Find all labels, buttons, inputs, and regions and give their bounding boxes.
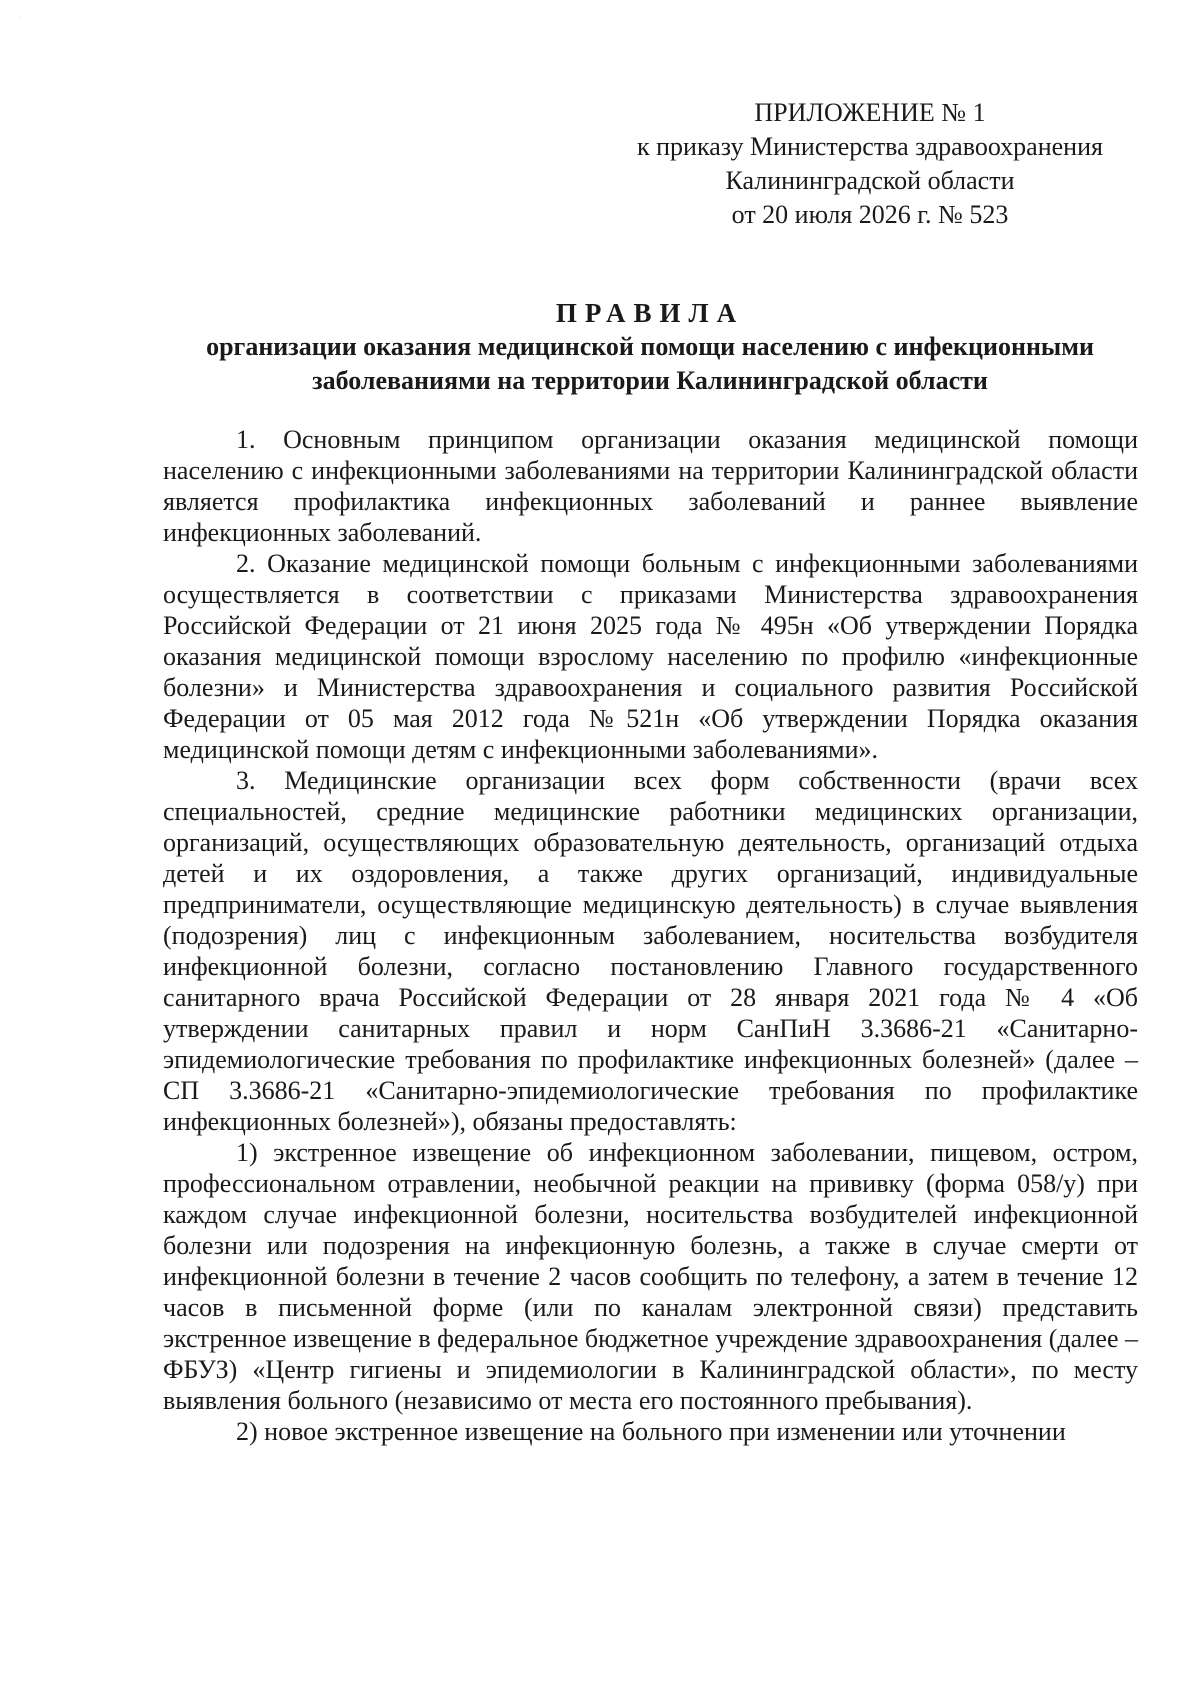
title-subtitle-line-2: заболеваниями на территории Калининградской области: [312, 366, 988, 395]
title-subtitle-line-1: организации оказания медицинской помощи населению с инфекционными: [206, 332, 1094, 361]
paragraph-3: 3. Медицинские организации всех форм собственности (врачи всех специальностей, средние медицинские работники медицинских организации, организаций, осуществляющих образовательную деятельность, организаций отдыха детей и их оздоровления, а также других организаций, индивидуальные предприниматели, осуществляющие медицинскую деятельность) в случае выявления (подозрения) лиц с инфекционным заболеванием, носительства возбудителя инфекционной болезни, согласно постановлению Главного государственного санитарного врача Российской Федерации от 28 января 2021 года № 4 «Об утверждении санитарных правил и норм СанПиН 3.3686-21 «Санитарно-эпидемиологические требования по профилактике инфекционных болезней» (далее – СП 3.3686-21 «Санитарно-эпидемиологические требования по профилактике инфекционных болезней»), обязаны предоставлять:: [163, 766, 1138, 1136]
paragraph-3-item-1: 1) экстренное извещение об инфекционном заболевании, пищевом, остром, профессиональном отравлении, необычной реакции на прививку (форма 058/у) при каждом случае инфекционной болезни, носительства возбудителей инфекционной болезни или подозрения на инфекционную болезнь, а также в случае смерти от инфекционной болезни в течение 2 часов сообщить по телефону, а затем в течение 12 часов в письменной форме (или по каналам электронной связи) представить экстренное извещение в федеральное бюджетное учреждение здравоохранения (далее – ФБУЗ) «Центр гигиены и эпидемиологии в Калининградской области», по месту выявления больного (независимо от места его постоянного пребывания).: [163, 1138, 1138, 1415]
title-subtitle: [160, 330, 1140, 398]
paragraph-1: 1. Основным принципом организации оказания медицинской помощи населению с инфекционными заболеваниями на территории Калининградской области является профилактика инфекционных заболеваний и раннее выявление инфекционных заболеваний.: [163, 425, 1138, 547]
annex-header: [600, 96, 1140, 232]
annex-date: от 20 июля 2026 г. № 523: [731, 200, 1009, 229]
annex-number: ПРИЛОЖЕНИЕ № 1: [754, 98, 986, 127]
annex-region: Калининградской области: [725, 166, 1015, 195]
scan-artifact: ·: [18, 14, 21, 23]
document-title: [160, 296, 1140, 398]
document-body: [163, 424, 1138, 1447]
paragraph-2: 2. Оказание медицинской помощи больным с инфекционными заболеваниями осуществляется в соответствии с приказами Министерства здравоохранения Российской Федерации от 21 июня 2025 года № 495н «Об утверждении Порядка оказания медицинской помощи взрослому населению по профилю «инфекционные болезни» и Министерства здравоохранения и социального развития Российской Федерации от 05 мая 2012 года №521н «Об утверждении Порядка оказания медицинской помощи детям с инфекционными заболеваниями».: [163, 549, 1138, 764]
paragraph-3-item-2: 2) новое экстренное извещение на больного при изменении или уточнении: [236, 1417, 1066, 1446]
title-main: ПРАВИЛА: [555, 298, 745, 328]
annex-order-ref: к приказу Министерства здравоохранения: [637, 132, 1103, 161]
